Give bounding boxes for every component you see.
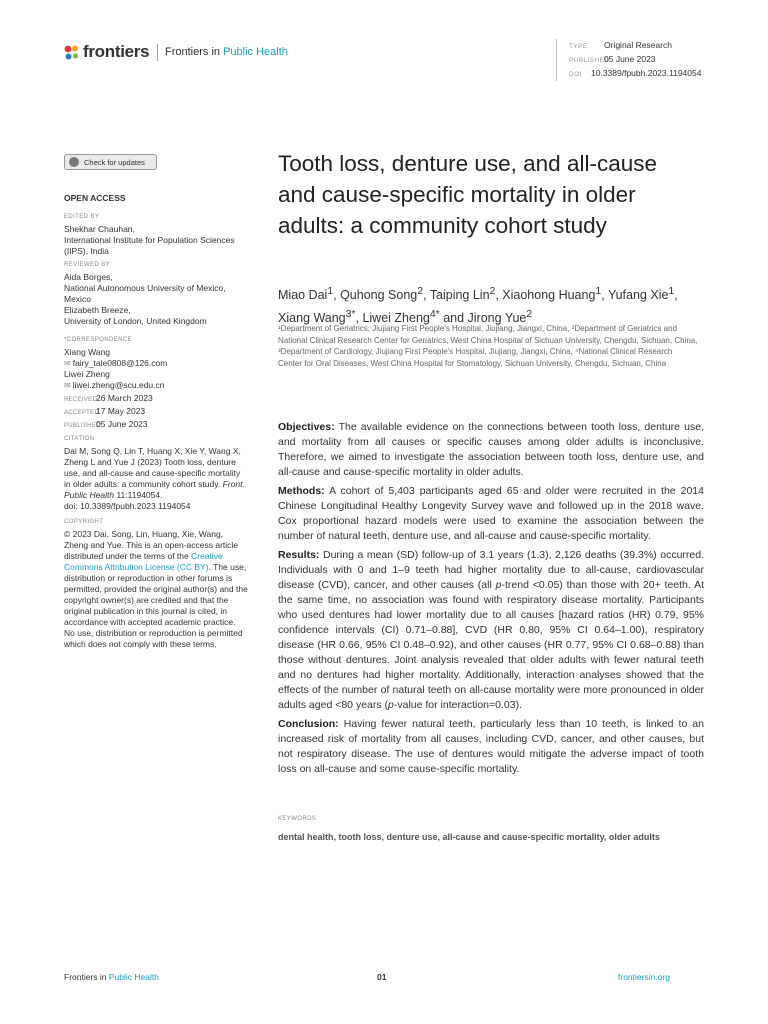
abstract-results [278, 548, 704, 713]
check-for-updates-button[interactable] [64, 154, 157, 170]
author-name[interactable]: Quhong Song [340, 288, 418, 303]
objectives-heading: Objectives: [278, 421, 335, 433]
abstract [278, 420, 704, 781]
received-date: 26 March 2023 [96, 393, 153, 403]
abstract-methods [278, 484, 704, 544]
copyright-text: © 2023 Dai, Song, Lin, Huang, Xie, Wang, Zheng and Yue. This is an open-access article distributed under the terms of the [64, 529, 239, 561]
frontiers-logo-icon [63, 44, 81, 62]
received-label: RECEIVED [64, 397, 98, 403]
corr-name: Xiang Wang [64, 347, 110, 357]
author-sup: 1 [327, 286, 334, 297]
author-name[interactable]: Miao Dai [278, 288, 328, 303]
footer-journal[interactable] [64, 972, 159, 982]
published-date: 05 June 2023 [96, 419, 148, 429]
cc-by-license-link[interactable]: Creative Commons Attribution License (CC BY) [64, 551, 223, 572]
results-text: During a mean (SD) follow-up of 3.1 years (1.3), 2,126 deaths (39.3%) occurred. Individuals with 0 and 1–9 teeth had higher mortality due to all-cause, cardiovascular disease (CVD), cancer, and other causes (all [278, 549, 704, 591]
keywords: dental health, tooth loss, denture use, all-cause and cause-specific mortality, older adults [278, 832, 660, 842]
author-sup: 1 [595, 286, 602, 297]
author-sup: 3* [345, 309, 356, 321]
footer-journal-name: Public Health [108, 972, 159, 982]
article-title: Tooth loss, denture use, and all-cause and cause-specific mortality in older adults: a community cohort study [278, 151, 657, 238]
edited-label: EDITED BY [64, 214, 100, 220]
open-access-label: OPEN ACCESS [64, 193, 126, 203]
editor-affil: (IIPS), India [64, 246, 109, 256]
published-label: PUBLISHED [569, 57, 610, 64]
journal-title: Public Health [223, 46, 288, 58]
author-sup: 1 [668, 286, 675, 297]
results-text: -value for interaction=0.03). [393, 699, 522, 711]
correspondence-label: *CORRESPONDENCE [64, 337, 133, 343]
doi-label: DOI [569, 71, 582, 78]
journal-prefix: Frontiers in [165, 46, 224, 58]
results-heading: Results: [278, 549, 320, 561]
footer-journal-prefix: Frontiers in [64, 972, 109, 982]
article-meta [556, 39, 701, 81]
page-number: 01 [377, 972, 387, 982]
p-symbol: p [388, 699, 394, 711]
author-name[interactable]: Jirong Yue [467, 311, 527, 326]
author-sup: 2 [489, 286, 496, 297]
reviewed-by-block [64, 260, 248, 327]
citation-doi[interactable]: doi: 10.3389/fpubh.2023.1194054 [64, 501, 191, 511]
published-value: 05 June 2023 [604, 54, 656, 64]
corr-email[interactable]: liwei.zheng@scu.edu.cn [72, 380, 165, 390]
email-icon: ✉ [64, 359, 71, 368]
reviewer-line: University of London, United Kingdom [64, 316, 207, 326]
author-name[interactable]: Xiang Wang [278, 311, 346, 326]
copyright-label: COPYRIGHT [64, 519, 104, 525]
conclusion-heading: Conclusion: [278, 718, 339, 730]
corr-email[interactable]: fairy_tale0808@126.com [72, 358, 168, 368]
edited-by-block [64, 212, 248, 257]
header-divider [157, 44, 158, 61]
keywords-label: KEYWORDS [278, 816, 317, 822]
reviewer-line: National Autonomous University of Mexico, [64, 283, 226, 293]
abstract-conclusion [278, 717, 704, 777]
copyright-text: . The use, distribution or reproduction in other forums is permitted, provided the original author(s) and the copyright owner(s) are credited and that the original publication in this journal is cited, in accordance with accepted academic practice. No use, distribution or reproduction is permitted which does not comply with these terms. [64, 562, 248, 649]
p-symbol: p [495, 579, 502, 591]
dates-block [64, 393, 248, 432]
copyright-block [64, 517, 248, 650]
doi-value[interactable]: 10.3389/fpubh.2023.1194054 [591, 68, 702, 78]
author-name[interactable]: Xiaohong Huang [502, 288, 596, 303]
editor-name: Shekhar Chauhan, [64, 224, 135, 234]
affiliations: ¹Department of Geriatrics, Jiujiang First People's Hospital, Jiujiang, Jiangxi, China, ²Department of Geriatrics and National Clinical Research Center for Geriatrics, West China Hospital of Sichuan University, Chengdu, Sichuan, China, ³Department of Cardiology, Jiujiang First People's Hospital, Jiujiang, Jiangxi, China, ⁴National Clinical Research Center for Oral Diseases, West China Hospital for Stomatology, Sichuan University, Chengdu, Sichuan, China [278, 324, 698, 368]
reviewer-line: Mexico [64, 294, 91, 304]
brand-wordmark: frontiers [83, 42, 150, 61]
author-name[interactable]: Liwei Zheng [362, 311, 430, 326]
reviewer-line: Elizabeth Breeze, [64, 305, 131, 315]
author-sup-num: 3 [345, 309, 352, 321]
published-label: PUBLISHED [64, 423, 101, 429]
citation-text: Dai M, Song Q, Lin T, Huang X, Xie Y, Wang X, Zheng L and Yue J (2023) Tooth loss, denture use, and all-cause and cause-specific mortality in older adults: a community cohort study. [64, 446, 241, 489]
citation-volume: 11:1194054. [114, 490, 163, 500]
check-updates-label: Check for updates [84, 158, 145, 167]
author-list: Miao Dai$^1$, Quhong Song$^2$, Taiping Lin$^2$, Xiaohong Huang$^1$, Yufang Xie$^1$, Xiang Wang$^{3*}$, Liwei Zheng$^{4*}$ and Jirong Yue$^2$ [278, 286, 678, 326]
methods-heading: Methods: [278, 485, 325, 497]
citation-label: CITATION [64, 436, 95, 442]
author-sup: 4* [429, 309, 440, 321]
citation-journal: Front. Public Health [64, 479, 245, 500]
corr-name: Liwei Zheng [64, 369, 110, 379]
citation-block [64, 434, 248, 512]
author-sup-num: 4 [429, 309, 436, 321]
author-name[interactable]: Yufang Xie [607, 288, 669, 303]
author-sup: 2 [526, 309, 533, 321]
footer-site-link[interactable]: frontiersin.org [618, 972, 670, 982]
reviewer-line: Aida Borges, [64, 272, 113, 282]
methods-text: A cohort of 5,403 participants aged 65 and older were recruited in the 2014 Chinese Longitudinal Healthy Longevity Survey wave and followed up in the 2018 wave. Cox proportional hazard models were used to examine the association between the number of natural teeth, denture use, and all-cause and cause-specific mortality. [278, 485, 704, 542]
editor-affil: International Institute for Population Sciences [64, 235, 235, 245]
author-name[interactable]: Taiping Lin [429, 288, 490, 303]
abstract-objectives [278, 420, 704, 480]
objectives-text: The available evidence on the connections between tooth loss, denture use, and mortality from all causes or specific causes among older adults is inconclusive. Therefore, we aimed to investigate the association between tooth loss, denture use, and all-cause and cause-specific mortality in older adults. [278, 421, 704, 478]
correspondence-block [64, 335, 248, 391]
update-icon [69, 157, 79, 167]
journal-name[interactable] [165, 46, 288, 58]
author-sup: 2 [417, 286, 424, 297]
conclusion-text: Having fewer natural teeth, particularly less than 10 teeth, is linked to an increased risk of mortality from all causes, including CVD, cancer, and other causes, but not respiratory disease. The use of dentures would mitigate the adverse impact of tooth loss on all-cause and some cause-specific mortality. [278, 718, 704, 775]
results-text: -trend <0.05) than those with 20+ teeth. At the same time, no association was found with respiratory disease mortality. Participants who used dentures had lower mortality due to all causes [hazard ratios (HR) 0.79, 95% confidence intervals (CI) 0.71–0.88], CVD (HR 0.80, 95% CI 0.64–1.00), respiratory disease (HR 0.66, 95% CI 0.48–0.92), and other causes (HR 0.77, 95% CI 0.68–0.88) than those without dentures. Joint analysis revealed that older adults with fewer natural teeth and no dentures had higher mortality. Additionally, interaction analyses showed that the effects of the number of natural teeth on all-cause mortality were more pronounced in older adults aged <80 years ( [278, 579, 704, 711]
email-icon: ✉ [64, 381, 71, 390]
accepted-label: ACCEPTED [64, 410, 100, 416]
accepted-date: 17 May 2023 [96, 406, 146, 416]
type-label: TYPE [569, 43, 588, 50]
reviewed-label: REVIEWED BY [64, 262, 111, 268]
type-value: Original Research [604, 40, 673, 50]
